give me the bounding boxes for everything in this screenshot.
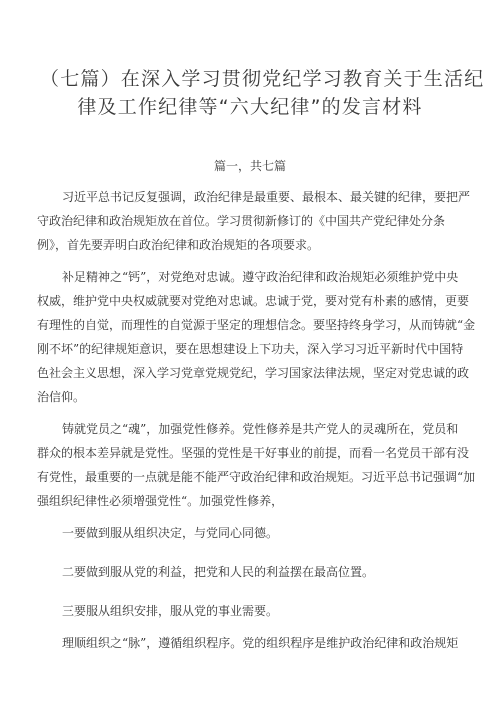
paragraph-1-line-2: 守政治纪律和政治规矩放在首位。学习贯彻新修订的《中国共产党纪律处分条 bbox=[37, 214, 446, 228]
paragraph-3-line-4: 强组织纪律性必须增强党性“。加强党性修养， bbox=[37, 494, 284, 508]
paragraph-2-line-4: 刚不坏”的纪律规矩意识，要在思想建设上下功夫，深入学习习近平新时代中国特 bbox=[37, 342, 464, 356]
paragraph-3-line-3: 有党性，最重要的一点就是能不能严守政治纪律和政治规矩。习近平总书记强调“加 bbox=[37, 470, 476, 484]
paragraph-1-line-3: 例》，首先要弄明白政治纪律和政治规矩的各项要求。 bbox=[37, 238, 320, 252]
paragraph-2-line-2: 权威，维护党中央权威就要对党绝对忠诚。忠诚于党，要对党有朴素的感情，更要 bbox=[37, 294, 470, 308]
document-title-line-1: （七篇）在深入学习贯彻党纪学习教育关于生活纪 bbox=[40, 68, 485, 90]
paragraph-3-line-2: 群众的根本差异就是党性。坚强的党性是干好事业的前提，而看一名党员干部有没 bbox=[37, 446, 470, 460]
paragraph-2-line-3: 有理性的自觉，而理性的自觉源于坚定的理想信念。要坚持终身学习，从而铸就“金 bbox=[37, 318, 476, 332]
section-subheading: 篇一，共七篇 bbox=[213, 159, 286, 173]
point-3-line: 三要服从组织安排，服从党的事业需要。 bbox=[62, 604, 279, 618]
paragraph-2-line-5: 色社会主义思想，深入学习党章党规党纪，学习国家法律法规，坚定对党忠诚的政 bbox=[37, 366, 470, 380]
paragraph-3-line-1: 铸就党员之“魂”，加强党性修养。党性修养是共产党人的灵魂所在，党员和 bbox=[62, 422, 459, 436]
paragraph-1-line-1: 习近平总书记反复强调，政治纪律是最重要、最根本、最关键的纪律，要把严 bbox=[62, 190, 471, 204]
paragraph-7-line-1: 理顺组织之“脉”，遵循组织程序。党的组织程序是维护政治纪律和政治规矩 bbox=[62, 636, 459, 650]
paragraph-2-line-6: 治信仰。 bbox=[37, 390, 86, 404]
paragraph-2-line-1: 补足精神之“钙”，对党绝对忠诚。遵守政治纪律和政治规矩必须维护党中央 bbox=[62, 270, 459, 284]
document-title-line-2: 律及工作纪律等“六大纪律”的发言材料 bbox=[77, 96, 423, 118]
point-1-line: 一要做到服从组织决定，与党同心同德。 bbox=[62, 526, 279, 540]
point-2-line: 二要做到服从党的利益，把党和人民的利益摆在最高位置。 bbox=[62, 565, 375, 579]
